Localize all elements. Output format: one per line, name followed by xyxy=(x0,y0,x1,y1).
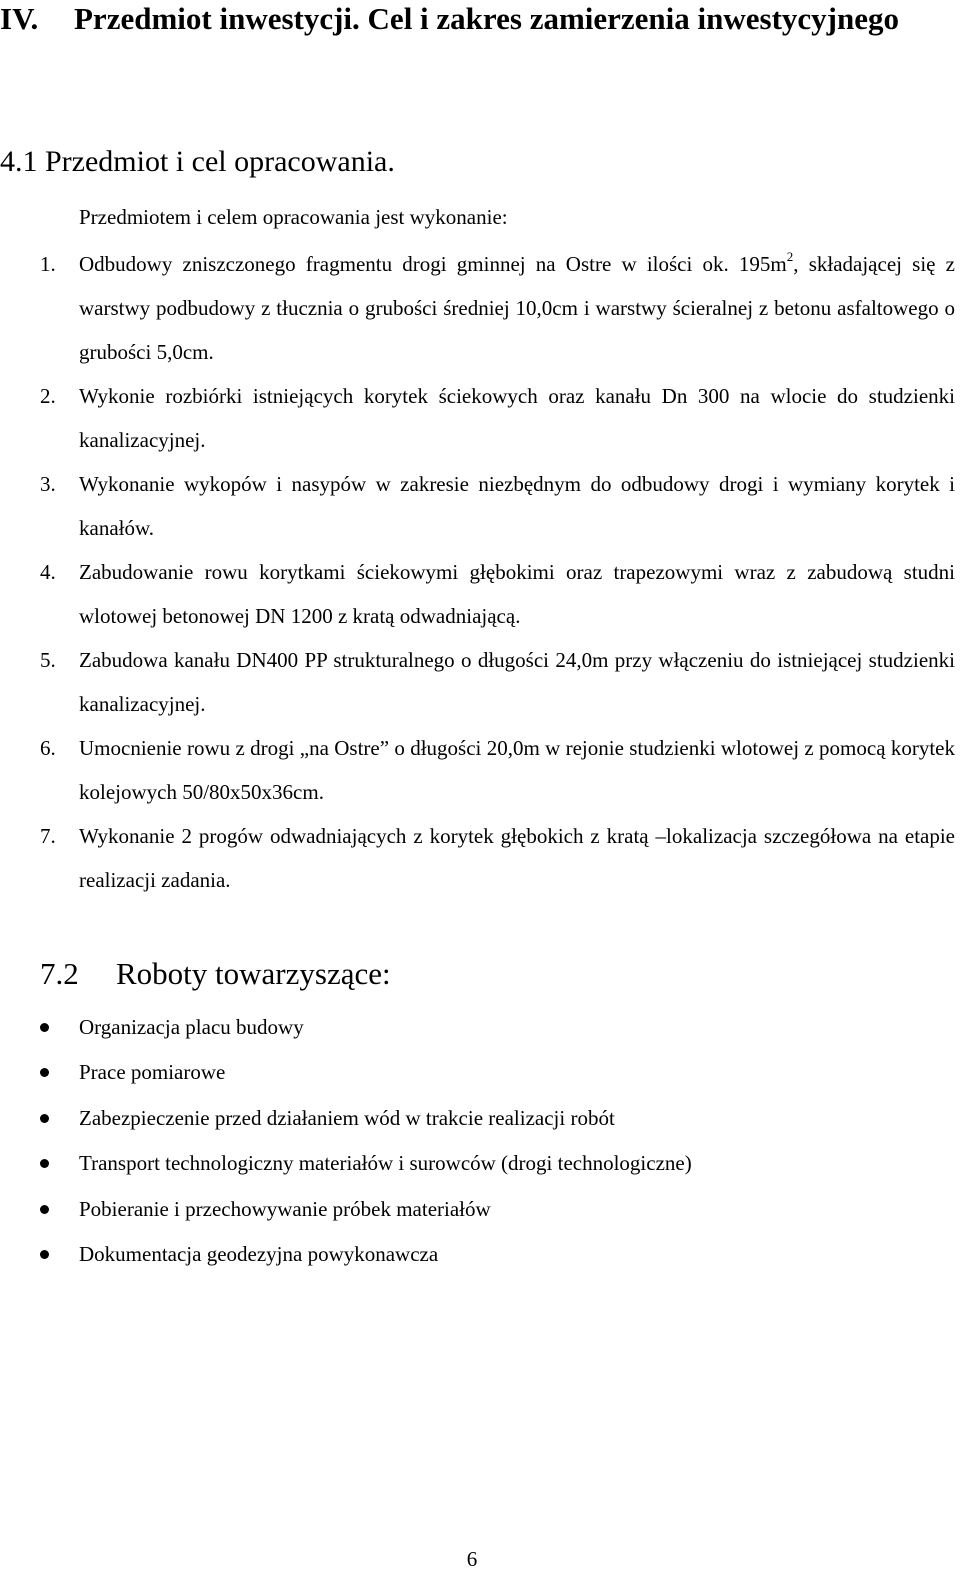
bullet-icon xyxy=(40,1205,49,1214)
list-marker: 3. xyxy=(40,472,56,496)
bullet-item-text: Pobieranie i przechowywanie próbek materiałów xyxy=(79,1196,491,1221)
section-heading-4-1: 4.1 Przedmiot i cel opracowania. xyxy=(0,145,395,178)
bullet-item xyxy=(0,1050,955,1095)
list-item xyxy=(0,638,955,726)
bullet-item-text: Transport technologiczny materiałów i surowców (drogi technologiczne) xyxy=(79,1151,692,1176)
bullet-item xyxy=(0,1187,955,1232)
bullet-icon xyxy=(40,1023,49,1032)
bullet-item xyxy=(0,1096,955,1141)
bullet-icon xyxy=(40,1159,49,1168)
chapter-heading xyxy=(0,0,950,48)
list-item xyxy=(0,550,955,638)
bullet-item-text: Prace pomiarowe xyxy=(79,1060,226,1085)
list-item-text: Zabudowa kanału DN400 PP strukturalnego o długości 24,0m przy włączeniu do istniejącej studzienki kanalizacyjnej. xyxy=(79,648,955,716)
list-marker: 5. xyxy=(40,648,56,672)
section-title: Roboty towarzyszące: xyxy=(116,956,391,991)
bullet-item xyxy=(0,1141,955,1186)
bullet-icon xyxy=(40,1250,49,1259)
list-item xyxy=(0,242,955,374)
list-item-text: Wykonanie 2 progów odwadniających z korytek głębokich z kratą –lokalizacja szczegółowa na etapie realizacji zadania. xyxy=(79,824,955,892)
list-marker: 1. xyxy=(40,252,56,276)
section-intro: Przedmiotem i celem opracowania jest wykonanie: xyxy=(79,205,508,229)
list-marker: 6. xyxy=(40,736,56,760)
bullet-item-text: Zabezpieczenie przed działaniem wód w trakcie realizacji robót xyxy=(79,1105,615,1130)
numbered-list xyxy=(0,242,955,902)
bullet-item-text: Organizacja placu budowy xyxy=(79,1015,304,1039)
list-item-text: Zabudowanie rowu korytkami ściekowymi głębokimi oraz trapezowymi wraz z zabudową studni wlotowej betonowej DN 1200 z kratą odwadniającą. xyxy=(79,560,955,628)
list-item xyxy=(0,462,955,550)
list-marker: 4. xyxy=(40,560,56,584)
bullet-item-text: Dokumentacja geodezyjna powykonawcza xyxy=(79,1242,439,1267)
list-marker: 7. xyxy=(40,824,56,848)
list-item-text: Odbudowy zniszczonego fragmentu drogi gminnej na Ostre w ilości ok. 195m xyxy=(79,252,787,276)
bullet-icon xyxy=(40,1114,49,1123)
bullet-item xyxy=(0,1005,955,1050)
list-item xyxy=(0,726,955,814)
list-item-text-continued: , składającej się z warstwy podbudowy z tłucznia o grubości średniej 10,0cm i warstwy ścieralnej z betonu asfaltowego o grubości 5,0cm. xyxy=(79,252,955,364)
list-item xyxy=(0,374,955,462)
superscript: 2 xyxy=(786,249,794,264)
list-item xyxy=(0,814,955,902)
list-marker: 2. xyxy=(40,384,56,408)
list-item-text: Wykonie rozbiórki istniejących korytek ściekowych oraz kanału Dn 300 na wlocie do studzienki kanalizacyjnej. xyxy=(79,384,955,452)
list-item-text: Wykonanie wykopów i nasypów w zakresie niezbędnym do odbudowy drogi i wymiany korytek i kanałów. xyxy=(79,472,955,540)
chapter-number: IV. xyxy=(0,1,39,36)
page-number: 6 xyxy=(466,1547,478,1571)
list-item-text: Umocnienie rowu z drogi „na Ostre” o długości 20,0m w rejonie studzienki wlotowej z pomocą korytek kolejowych 50/80x50x36cm. xyxy=(79,736,955,804)
bullet-list xyxy=(0,1005,955,1277)
bullet-item xyxy=(0,1232,955,1277)
chapter-title: Przedmiot inwestycji. Cel i zakres zamierzenia inwestycyjnego xyxy=(74,1,899,36)
section-heading-7-2 xyxy=(40,952,391,996)
section-number: 7.2 xyxy=(40,956,79,991)
bullet-icon xyxy=(40,1068,49,1077)
